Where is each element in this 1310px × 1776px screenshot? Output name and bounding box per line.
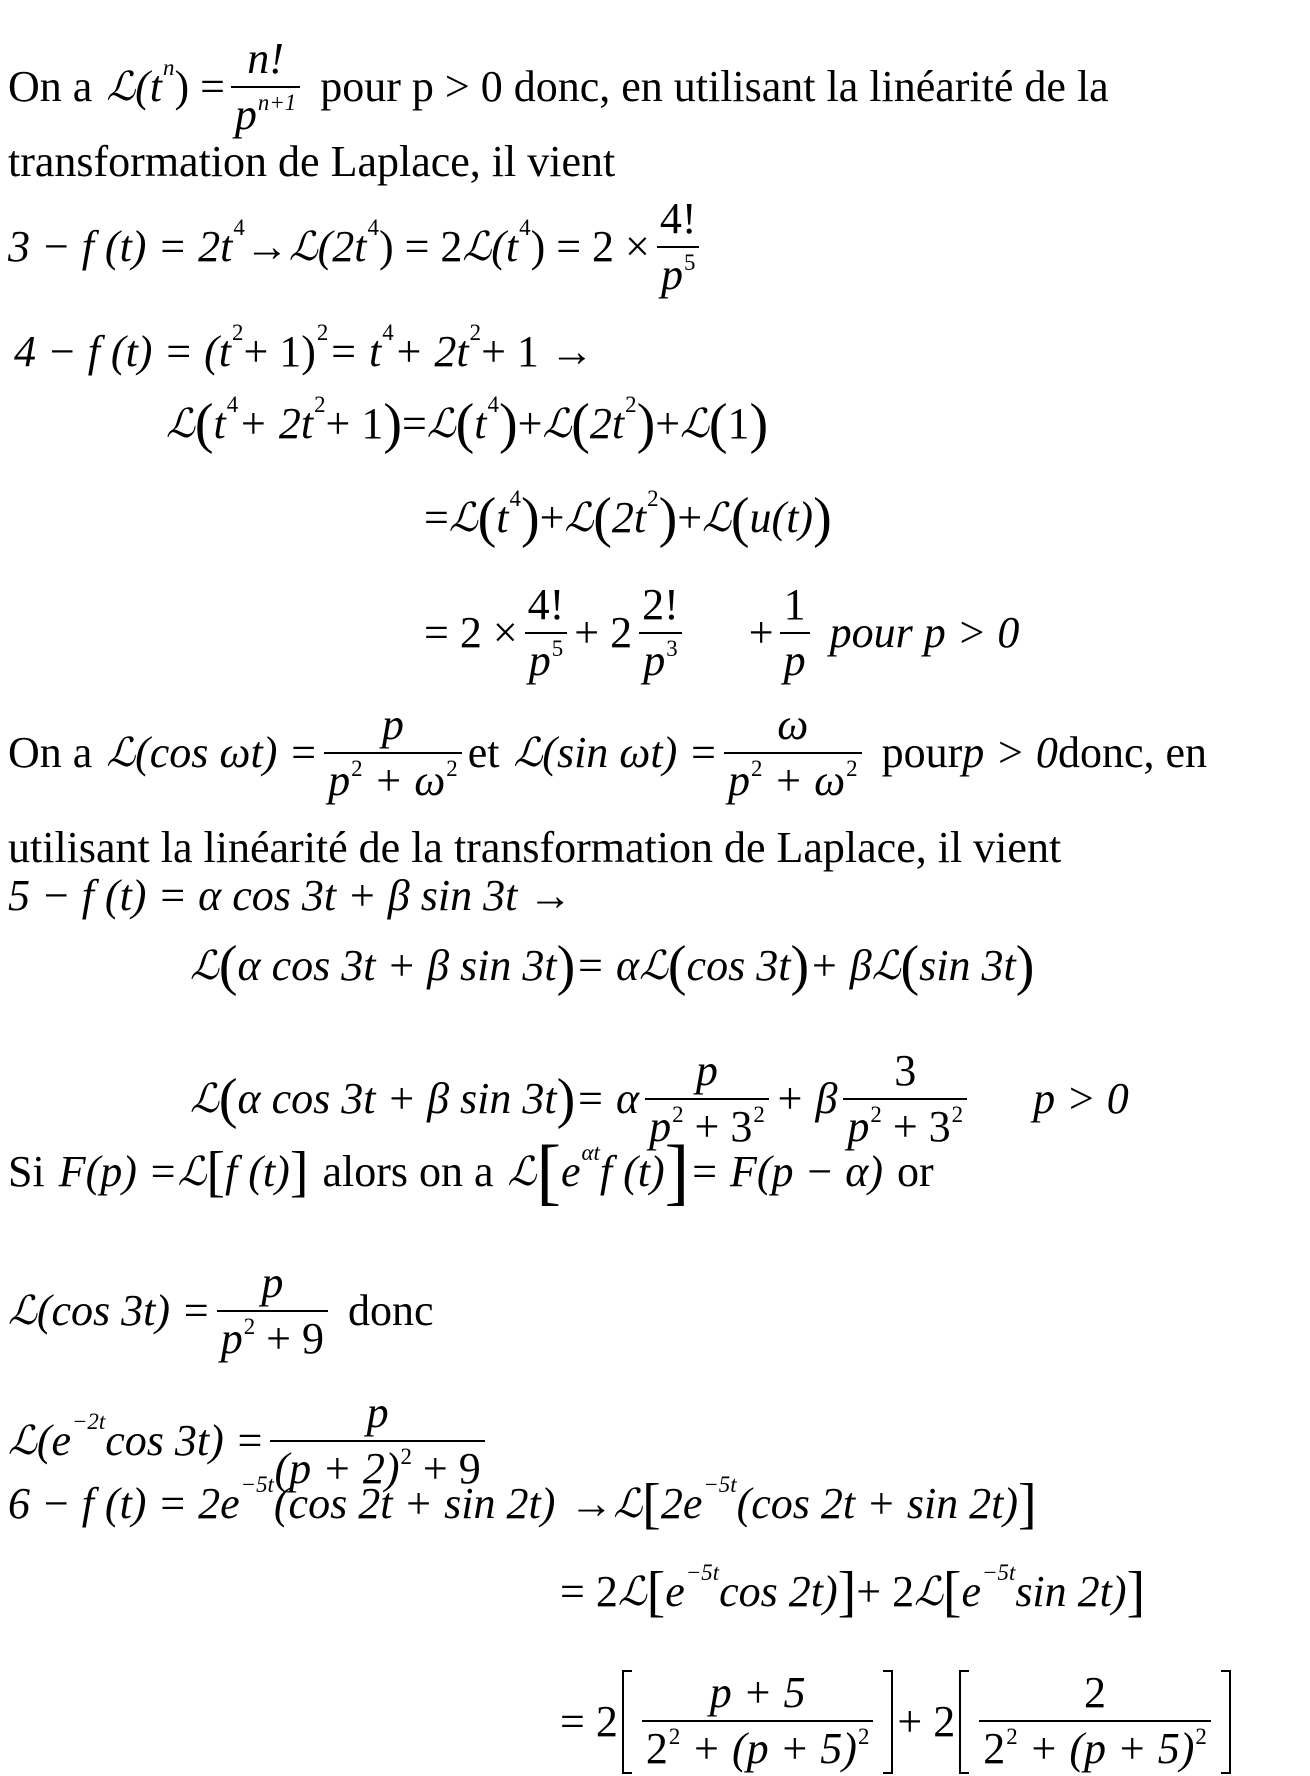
math: e bbox=[561, 1147, 581, 1196]
text: et bbox=[467, 728, 500, 778]
exponent: 2 bbox=[625, 391, 637, 417]
exponent: 4 bbox=[226, 391, 239, 417]
exponent: 3 bbox=[666, 635, 678, 661]
exponent: −5t bbox=[685, 1559, 720, 1585]
math: u(t) bbox=[749, 493, 814, 542]
math: 4 − f (t) = (t bbox=[14, 327, 232, 376]
text: alors on a bbox=[322, 1147, 494, 1196]
text: donc, en bbox=[1057, 728, 1207, 778]
exponent: 4 bbox=[519, 214, 531, 240]
denominator: + (p + 5) bbox=[680, 1724, 857, 1774]
math: = α bbox=[575, 941, 640, 990]
math: + β bbox=[809, 941, 872, 990]
math: + 1 bbox=[325, 399, 384, 448]
math: (t bbox=[491, 222, 519, 272]
exponent: n bbox=[163, 54, 175, 80]
example-4-line-4 bbox=[424, 582, 1019, 684]
exponent: 2 bbox=[951, 1101, 964, 1127]
math: 5 − f (t) = α cos 3t + β sin 3t → bbox=[8, 871, 573, 920]
denominator: p bbox=[220, 1314, 243, 1364]
math: + 1 → bbox=[481, 327, 594, 376]
exponent: 2 bbox=[668, 1723, 681, 1749]
shift-theorem: Si F(p) = ℒ [ f (t) ] alors on a ℒ [ e $^{\alpha t}$ f (t) ] = F(p − α) or bbox=[8, 1131, 934, 1213]
math: + bbox=[677, 493, 703, 542]
math: + 2t bbox=[238, 399, 314, 448]
denominator: p bbox=[649, 1102, 672, 1152]
left-bracket bbox=[959, 1670, 969, 1774]
example-4-line-3: = ℒ ( t $^4$ ) + ℒ ( 2t $^2$ ) + ℒ ( u(t) ) bbox=[424, 496, 832, 540]
laplace-symbol: ℒ bbox=[613, 1481, 643, 1527]
math: = F(p − α) bbox=[689, 1147, 883, 1196]
math: 2t bbox=[611, 493, 647, 542]
numerator: 4! bbox=[659, 194, 697, 243]
exponent: 2 bbox=[870, 1101, 882, 1127]
math: ) = 2 × bbox=[530, 222, 650, 272]
math: + bbox=[517, 399, 543, 448]
text: Si bbox=[8, 1147, 45, 1196]
exponent: 2 bbox=[400, 1443, 412, 1469]
math: f (t) bbox=[225, 1147, 290, 1196]
exponent: αt bbox=[581, 1139, 600, 1165]
exponent: 4 bbox=[509, 485, 521, 511]
example-6-line-1: 6 − f (t) = 2e $^{-5t}$ (cos 2t + sin 2t) → ℒ [ 2e $^{-5t}$ (cos 2t + sin 2t) ] bbox=[8, 1482, 1037, 1526]
condition: p > 0 bbox=[962, 728, 1058, 778]
math: = α bbox=[575, 1074, 640, 1124]
math: 2e bbox=[660, 1479, 703, 1528]
fraction bbox=[231, 36, 300, 138]
math: sin 3t bbox=[919, 941, 1016, 990]
math: ) = 2 bbox=[378, 222, 463, 272]
math: + bbox=[539, 493, 565, 542]
arrow: → bbox=[244, 222, 289, 272]
math: + 2 bbox=[897, 1697, 956, 1746]
laplace-symbol: ℒ bbox=[448, 495, 478, 541]
numerator: n! bbox=[247, 34, 284, 83]
denominator: p bbox=[847, 1102, 870, 1152]
left-bracket bbox=[622, 1670, 632, 1774]
text: transformation de Laplace, il vient bbox=[8, 137, 616, 186]
fraction bbox=[645, 1048, 769, 1150]
laplace-symbol: ℒ bbox=[871, 943, 901, 989]
math: + β bbox=[774, 1074, 838, 1124]
math: + 2 bbox=[856, 1567, 915, 1616]
denominator: + ω bbox=[362, 756, 446, 806]
math: α cos 3t + β sin 3t bbox=[237, 941, 557, 990]
math: (e bbox=[36, 1416, 71, 1466]
denominator: p bbox=[234, 90, 257, 140]
math: t bbox=[213, 399, 226, 448]
exponent: 2 bbox=[672, 1101, 684, 1127]
arrow: → bbox=[569, 1479, 614, 1528]
intro-line-1 bbox=[8, 36, 1109, 138]
math: (sin ωt) = bbox=[542, 728, 718, 778]
exponent: 4 bbox=[233, 214, 245, 240]
math: F(p) = bbox=[58, 1147, 178, 1196]
laplace-symbol: ℒ bbox=[542, 401, 572, 447]
numerator: ω bbox=[777, 700, 809, 749]
laplace-cos3t bbox=[8, 1260, 433, 1362]
fraction bbox=[217, 1260, 328, 1362]
exponent: 2 bbox=[469, 319, 482, 345]
text: or bbox=[897, 1147, 934, 1196]
exponent: −5t bbox=[240, 1471, 274, 1497]
denominator: + ω bbox=[762, 756, 846, 806]
exponent: −5t bbox=[982, 1559, 1016, 1585]
laplace-symbol: ℒ bbox=[288, 224, 318, 271]
math: t bbox=[496, 493, 509, 542]
example-6-line-3 bbox=[560, 1670, 1235, 1774]
exponent: n+1 bbox=[257, 89, 297, 115]
math: f (t) bbox=[599, 1147, 665, 1196]
math: e bbox=[961, 1567, 982, 1616]
math: (cos 2t + sin 2t) bbox=[736, 1479, 1019, 1528]
exponent: 4 bbox=[487, 391, 499, 417]
laplace-symbol: ℒ bbox=[462, 224, 492, 271]
example-3 bbox=[8, 196, 707, 298]
example-5-line-3: ℒ ( α cos 3t + β sin 3t ) = α $\frac{p}{p^2 + 3^2}$ + β $\frac{3}{p^2 + 3^2}$ p > 0 bbox=[190, 1046, 1129, 1152]
denominator: 2 bbox=[645, 1724, 668, 1774]
math: ) = bbox=[174, 62, 225, 112]
exponent: 5 bbox=[683, 249, 696, 275]
condition: p > 0 bbox=[1033, 1074, 1129, 1124]
exponent: 2 bbox=[1006, 1723, 1018, 1749]
laplace-symbol: ℒ bbox=[513, 730, 543, 777]
laplace-symbol: ℒ bbox=[617, 1569, 647, 1615]
math: = 2 bbox=[560, 1697, 618, 1746]
intro-line-4 bbox=[8, 823, 1062, 872]
denominator: p bbox=[328, 756, 351, 806]
numerator: p + 5 bbox=[709, 1668, 806, 1717]
laplace-symbol: ℒ bbox=[702, 495, 731, 541]
fraction bbox=[656, 196, 701, 298]
denominator: (p + 2) bbox=[274, 1444, 400, 1494]
fraction bbox=[780, 582, 810, 684]
fraction bbox=[524, 582, 569, 684]
fraction bbox=[843, 1048, 967, 1150]
intro-line-3 bbox=[8, 702, 1207, 804]
intro-line-2 bbox=[8, 137, 616, 186]
math: sin 2t) bbox=[1015, 1567, 1127, 1616]
denominator: + 3 bbox=[881, 1102, 951, 1152]
numerator: 1 bbox=[783, 580, 806, 629]
denominator: p bbox=[780, 632, 810, 684]
denominator: + 3 bbox=[683, 1102, 753, 1152]
denominator: + (p + 5) bbox=[1017, 1724, 1195, 1774]
math: 6 − f (t) = 2e bbox=[8, 1479, 240, 1528]
numerator: p bbox=[366, 1388, 389, 1437]
exponent: −5t bbox=[703, 1471, 737, 1497]
denominator: p bbox=[727, 756, 750, 806]
math: = t bbox=[328, 327, 382, 376]
exponent: 2 bbox=[846, 755, 858, 781]
math: cos 2t) bbox=[719, 1567, 838, 1616]
exponent: 2 bbox=[316, 319, 329, 345]
math: = bbox=[424, 493, 449, 542]
laplace-symbol: ℒ bbox=[680, 401, 709, 447]
denominator: + 9 bbox=[411, 1444, 481, 1494]
exponent: −2t bbox=[72, 1408, 106, 1434]
numerator: p bbox=[381, 700, 404, 749]
exponent: 4 bbox=[367, 214, 379, 240]
laplace-symbol: ℒ bbox=[639, 943, 668, 989]
laplace-symbol: ℒ bbox=[426, 401, 456, 447]
math: + 2 bbox=[574, 608, 633, 658]
text: On a bbox=[8, 728, 93, 778]
laplace-symbol: ℒ bbox=[8, 1288, 37, 1335]
laplace-symbol: ℒ bbox=[914, 1569, 943, 1615]
math: (cos ωt) = bbox=[135, 728, 319, 778]
fraction bbox=[638, 582, 683, 684]
math: + bbox=[748, 608, 774, 658]
laplace-symbol: ℒ bbox=[190, 1076, 219, 1123]
fraction bbox=[724, 702, 862, 804]
exponent: 5 bbox=[551, 635, 564, 661]
math: α cos 3t + β sin 3t bbox=[237, 1074, 557, 1124]
laplace-symbol: ℒ bbox=[190, 943, 219, 989]
laplace-symbol: ℒ bbox=[8, 1418, 37, 1465]
numerator: p bbox=[261, 1258, 284, 1307]
laplace-symbol: ℒ bbox=[177, 1149, 207, 1195]
exponent: 2 bbox=[1195, 1723, 1207, 1749]
math: cos 3t) = bbox=[105, 1416, 265, 1466]
math: 1 bbox=[727, 399, 750, 448]
text: pour p > 0 donc, en utilisant la linéarité de la bbox=[320, 62, 1109, 112]
math: = bbox=[401, 399, 427, 448]
laplace-symbol: ℒ bbox=[166, 401, 195, 447]
fraction bbox=[270, 1390, 484, 1492]
fraction bbox=[979, 1670, 1211, 1774]
math: 3 − f (t) = 2t bbox=[8, 222, 233, 272]
exponent: 4 bbox=[382, 319, 394, 345]
math: (cos 2t + sin 2t) bbox=[273, 1479, 556, 1528]
math: (t bbox=[135, 62, 163, 112]
laplace-symbol: ℒ bbox=[106, 64, 136, 111]
math: + 2t bbox=[393, 327, 469, 376]
exponent: 2 bbox=[446, 755, 458, 781]
denominator: p bbox=[660, 250, 683, 300]
exponent: 2 bbox=[243, 1313, 256, 1339]
math: e bbox=[665, 1567, 685, 1616]
text: On a bbox=[8, 62, 93, 112]
laplace-symbol: ℒ bbox=[106, 730, 136, 777]
example-5-line-2: ℒ ( α cos 3t + β sin 3t ) = α ℒ ( cos 3t ) + β ℒ ( sin 3t ) bbox=[190, 935, 1035, 997]
example-5-line-1 bbox=[8, 871, 573, 920]
numerator: 4! bbox=[527, 580, 565, 629]
exponent: 2 bbox=[753, 1101, 765, 1127]
exponent: 2 bbox=[232, 319, 244, 345]
math: (2t bbox=[317, 222, 367, 272]
denominator: p bbox=[528, 636, 551, 686]
laplace-symbol: ℒ bbox=[564, 495, 594, 541]
math: = 2 × bbox=[424, 608, 518, 658]
math: + bbox=[655, 399, 681, 448]
math: = 2 bbox=[560, 1567, 618, 1616]
right-bracket bbox=[883, 1670, 893, 1774]
laplace-symbol: ℒ bbox=[507, 1149, 537, 1195]
exponent: 2 bbox=[647, 485, 659, 511]
text: donc bbox=[347, 1286, 434, 1336]
example-4-line-2: ℒ ( t $^4$ + 2t $^2$ + 1 ) = ℒ ( t $^4$ ) + ℒ ( 2t $^2$ ) + ℒ ( 1 ) bbox=[166, 402, 768, 446]
text: pour bbox=[881, 728, 963, 778]
numerator: p bbox=[695, 1046, 718, 1095]
numerator: 2 bbox=[1084, 1668, 1106, 1717]
exponent: 2 bbox=[750, 755, 763, 781]
text: utilisant la linéarité de la transformation de Laplace, il vient bbox=[8, 823, 1062, 872]
denominator: + 9 bbox=[255, 1314, 324, 1364]
math: 2t bbox=[589, 399, 625, 448]
fraction bbox=[642, 1670, 874, 1774]
right-bracket bbox=[1221, 1670, 1231, 1774]
numerator: 2! bbox=[642, 580, 679, 629]
exponent: 2 bbox=[351, 755, 363, 781]
denominator: 2 bbox=[983, 1724, 1006, 1774]
math: + 1) bbox=[243, 327, 316, 376]
condition: pour p > 0 bbox=[829, 608, 1020, 658]
fraction bbox=[324, 702, 462, 804]
math: t bbox=[474, 399, 487, 448]
denominator: p bbox=[643, 636, 666, 686]
math: cos 3t bbox=[686, 941, 791, 990]
math: (cos 3t) = bbox=[36, 1286, 211, 1336]
example-6-line-2: = 2 ℒ [ e $^{-5t}$ cos 2t) ] + 2 ℒ [ e $^{-5t}$ sin 2t) ] bbox=[560, 1570, 1145, 1614]
numerator: 3 bbox=[894, 1046, 917, 1095]
example-4-line-1 bbox=[14, 319, 594, 376]
exponent: 2 bbox=[314, 391, 326, 417]
exponent: 2 bbox=[857, 1723, 870, 1749]
